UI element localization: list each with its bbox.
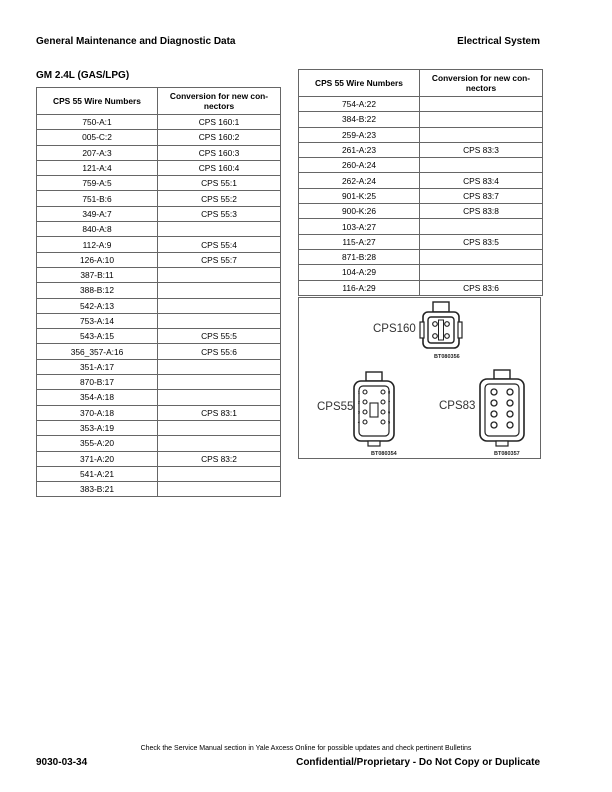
table-row bbox=[299, 127, 543, 142]
conversion-cell: CPS 160:4 bbox=[158, 160, 281, 175]
conversion-cell bbox=[158, 298, 281, 313]
table-row bbox=[37, 115, 281, 130]
wire-number-cell: 387-B:11 bbox=[37, 267, 158, 282]
conversion-cell: CPS 55:5 bbox=[158, 329, 281, 344]
conversion-cell bbox=[420, 219, 543, 234]
header-section-title: General Maintenance and Diagnostic Data bbox=[36, 36, 236, 47]
wire-number-cell: 260-A:24 bbox=[299, 158, 420, 173]
conversion-cell bbox=[158, 375, 281, 390]
page-number: 9030-03-34 bbox=[36, 757, 88, 768]
wire-number-cell: 543-A:15 bbox=[37, 329, 158, 344]
table-header-row bbox=[37, 88, 281, 115]
table-row bbox=[299, 142, 543, 157]
cps55-pin-label: 2 bbox=[357, 399, 360, 405]
table-row bbox=[299, 173, 543, 188]
table-row bbox=[37, 222, 281, 237]
conversion-cell: CPS 55:7 bbox=[158, 252, 281, 267]
wire-number-cell: 871-B:28 bbox=[299, 249, 420, 264]
wire-number-cell: 354-A:18 bbox=[37, 390, 158, 405]
conversion-cell: CPS 83:3 bbox=[420, 142, 543, 157]
table-row bbox=[37, 176, 281, 191]
wire-number-cell: 384-B:22 bbox=[299, 112, 420, 127]
wire-number-cell: 840-A:8 bbox=[37, 222, 158, 237]
wire-number-cell: 870-B:17 bbox=[37, 375, 158, 390]
conversion-cell: CPS 160:3 bbox=[158, 145, 281, 160]
table-row bbox=[299, 280, 543, 295]
wire-number-cell: 121-A:4 bbox=[37, 160, 158, 175]
conversion-cell bbox=[158, 466, 281, 481]
conversion-cell bbox=[420, 97, 543, 112]
wire-number-cell: 542-A:13 bbox=[37, 298, 158, 313]
wire-number-cell: 754-A:22 bbox=[299, 97, 420, 112]
wire-number-cell: 103-A:27 bbox=[299, 219, 420, 234]
table-row bbox=[37, 191, 281, 206]
wire-number-cell: 005-C:2 bbox=[37, 130, 158, 145]
conversion-cell: CPS 160:2 bbox=[158, 130, 281, 145]
wire-number-cell: 115-A:27 bbox=[299, 234, 420, 249]
wire-conversion-table-left bbox=[36, 87, 281, 497]
table-row bbox=[299, 188, 543, 203]
wire-number-cell: 104-A:29 bbox=[299, 265, 420, 280]
conversion-cell: CPS 83:7 bbox=[420, 188, 543, 203]
wire-number-cell: 371-A:20 bbox=[37, 451, 158, 466]
wire-number-cell: 753-A:14 bbox=[37, 313, 158, 328]
conversion-cell: CPS 160:1 bbox=[158, 115, 281, 130]
column-header-conversion: Conversion for new con-nectors bbox=[420, 70, 543, 97]
wire-number-cell: 349-A:7 bbox=[37, 206, 158, 221]
conversion-cell bbox=[158, 420, 281, 435]
wire-number-cell: 355-A:20 bbox=[37, 436, 158, 451]
header-chapter-title: Electrical System bbox=[457, 36, 540, 47]
conversion-cell: CPS 83:5 bbox=[420, 234, 543, 249]
cps55-label: CPS55 bbox=[317, 401, 354, 413]
conversion-cell bbox=[420, 112, 543, 127]
column-header-conversion: Conversion for new con-nectors bbox=[158, 88, 281, 115]
wire-number-cell: 262-A:24 bbox=[299, 173, 420, 188]
conversion-cell bbox=[420, 158, 543, 173]
wire-number-cell: 353-A:19 bbox=[37, 420, 158, 435]
conversion-cell bbox=[158, 283, 281, 298]
table-row bbox=[37, 420, 281, 435]
conversion-cell: CPS 55:4 bbox=[158, 237, 281, 252]
cps160-connector-drawing bbox=[419, 300, 463, 354]
table-row bbox=[37, 145, 281, 160]
cps55-pin-label: 5 bbox=[388, 419, 391, 425]
cps160-figure-caption: BT080356 bbox=[434, 354, 460, 360]
wire-number-cell: 383-B:21 bbox=[37, 482, 158, 497]
table-row bbox=[37, 313, 281, 328]
conversion-cell: CPS 55:2 bbox=[158, 191, 281, 206]
column-header-wire-numbers: CPS 55 Wire Numbers bbox=[299, 70, 420, 97]
cps83-connector-drawing bbox=[477, 368, 527, 448]
table-row bbox=[299, 158, 543, 173]
wire-number-cell: 351-A:17 bbox=[37, 359, 158, 374]
table-header-row bbox=[299, 70, 543, 97]
wire-number-cell: 356_357-A:16 bbox=[37, 344, 158, 359]
conversion-cell: CPS 83:4 bbox=[420, 173, 543, 188]
conversion-cell bbox=[158, 222, 281, 237]
table-row bbox=[37, 405, 281, 420]
wire-number-cell: 126-A:10 bbox=[37, 252, 158, 267]
table-row bbox=[299, 249, 543, 264]
conversion-cell bbox=[420, 127, 543, 142]
wire-number-cell: 750-A:1 bbox=[37, 115, 158, 130]
table-row bbox=[37, 344, 281, 359]
wire-number-cell: 370-A:18 bbox=[37, 405, 158, 420]
wire-number-cell: 116-A:29 bbox=[299, 280, 420, 295]
conversion-cell bbox=[158, 482, 281, 497]
table-row bbox=[299, 204, 543, 219]
cps55-pin-label: 6 bbox=[388, 409, 391, 415]
table-row bbox=[37, 267, 281, 282]
table-row bbox=[37, 298, 281, 313]
table-row bbox=[37, 436, 281, 451]
wire-number-cell: 259-A:23 bbox=[299, 127, 420, 142]
conversion-cell: CPS 83:1 bbox=[158, 405, 281, 420]
table-row bbox=[37, 466, 281, 481]
conversion-cell bbox=[158, 267, 281, 282]
wire-number-cell: 388-B:12 bbox=[37, 283, 158, 298]
conversion-cell: CPS 83:2 bbox=[158, 451, 281, 466]
wire-number-cell: 759-A:5 bbox=[37, 176, 158, 191]
cps83-label: CPS83 bbox=[439, 400, 476, 412]
table-row bbox=[37, 451, 281, 466]
table-row bbox=[37, 283, 281, 298]
conversion-cell bbox=[158, 359, 281, 374]
table-row bbox=[299, 265, 543, 280]
wire-number-cell: 112-A:9 bbox=[37, 237, 158, 252]
engine-section-title: GM 2.4L (GAS/LPG) bbox=[36, 70, 130, 81]
wire-number-cell: 207-A:3 bbox=[37, 145, 158, 160]
table-row bbox=[299, 234, 543, 249]
conversion-cell bbox=[158, 390, 281, 405]
table-row bbox=[299, 219, 543, 234]
column-header-wire-numbers: CPS 55 Wire Numbers bbox=[37, 88, 158, 115]
table-row bbox=[37, 206, 281, 221]
table-row bbox=[299, 97, 543, 112]
table-row bbox=[37, 252, 281, 267]
wire-number-cell: 261-A:23 bbox=[299, 142, 420, 157]
conversion-cell bbox=[420, 249, 543, 264]
footer-note: Check the Service Manual section in Yale Axcess Online for possible updates and check pertinent Bulletins bbox=[140, 745, 472, 752]
cps55-pin-label: 1 bbox=[357, 389, 360, 395]
table-row bbox=[37, 390, 281, 405]
table-row bbox=[37, 329, 281, 344]
conversion-cell bbox=[158, 313, 281, 328]
cps160-label: CPS160 bbox=[373, 323, 416, 335]
wire-number-cell: 900-K:26 bbox=[299, 204, 420, 219]
cps55-pin-label: 7 bbox=[388, 399, 391, 405]
conversion-cell: CPS 55:1 bbox=[158, 176, 281, 191]
conversion-cell bbox=[420, 265, 543, 280]
cps55-connector-drawing bbox=[351, 370, 397, 448]
conversion-cell: CPS 55:6 bbox=[158, 344, 281, 359]
wire-number-cell: 541-A:21 bbox=[37, 466, 158, 481]
cps83-figure-caption: BT080357 bbox=[494, 451, 520, 457]
table-row bbox=[37, 359, 281, 374]
wire-number-cell: 751-B:6 bbox=[37, 191, 158, 206]
conversion-cell: CPS 83:6 bbox=[420, 280, 543, 295]
cps55-pin-label: 3 bbox=[357, 409, 360, 415]
connector-illustration bbox=[298, 297, 541, 459]
cps55-figure-caption: BT080354 bbox=[371, 451, 397, 457]
table-row bbox=[37, 375, 281, 390]
cps55-pin-label: 8 bbox=[388, 389, 391, 395]
table-row bbox=[37, 482, 281, 497]
confidentiality-notice: Confidential/Proprietary - Do Not Copy or Duplicate bbox=[296, 757, 540, 768]
conversion-cell: CPS 83:8 bbox=[420, 204, 543, 219]
table-row bbox=[37, 237, 281, 252]
cps55-pin-label: 4 bbox=[357, 419, 360, 425]
conversion-cell: CPS 55:3 bbox=[158, 206, 281, 221]
wire-number-cell: 901-K:25 bbox=[299, 188, 420, 203]
conversion-cell bbox=[158, 436, 281, 451]
table-row bbox=[37, 160, 281, 175]
table-row bbox=[37, 130, 281, 145]
wire-conversion-table-right bbox=[298, 69, 543, 296]
table-row bbox=[299, 112, 543, 127]
